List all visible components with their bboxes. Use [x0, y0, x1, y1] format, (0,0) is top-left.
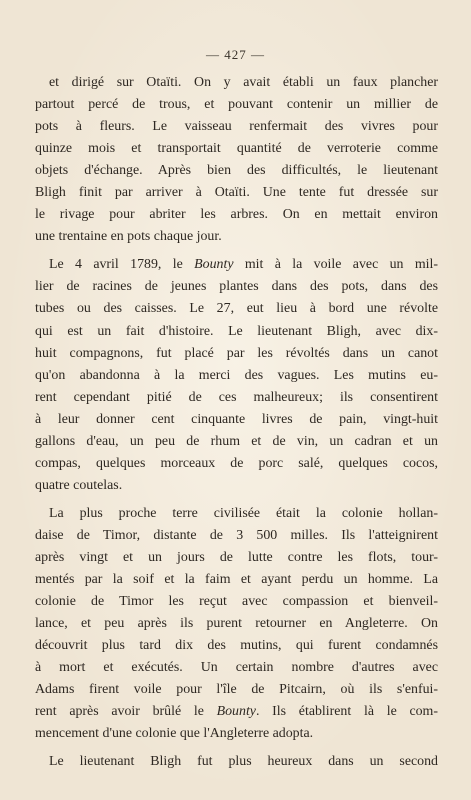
text-line: objets d'échange. Après bien des difficultés, le lieutenant — [35, 163, 438, 179]
ship-name: Bounty — [194, 257, 234, 273]
text-line: partout percé de trous, et pouvant contenir un millier de — [35, 97, 438, 113]
text-line: gallons d'eau, un peu de rhum et de vin, un cadran et un — [35, 433, 438, 449]
body-text — [35, 72, 438, 773]
text-line: à mort et exécutés. Un certain nombre d'autres avec — [35, 660, 438, 676]
text-line: Adams firent voile pour l'île de Pitcairn, où ils s'enfui- — [35, 682, 438, 698]
text-line: Le 4 avril 1789, le Bounty mit à la voile avec un mil- — [49, 257, 438, 273]
paragraph — [35, 72, 438, 254]
text-line: tubes ou des caisses. Le 27, eut lieu à bord une révolte — [35, 301, 438, 317]
text-line: Le lieutenant Bligh fut plus heureux dans un second — [49, 754, 438, 770]
text-line: colonie de Timor les reçut avec compassion et bienveil- — [35, 594, 438, 610]
paragraph — [35, 254, 438, 503]
text-line: qui est un fait d'histoire. Le lieutenant Bligh, avec dix- — [35, 323, 438, 339]
paragraph — [35, 751, 438, 773]
text-line: huit compagnons, fut placé par les révoltés dans un canot — [35, 345, 438, 361]
text-line: daise de Timor, distante de 3 500 milles. Ils l'atteignirent — [35, 527, 438, 543]
text-line: le rivage pour abriter les arbres. On en mettait environ — [35, 207, 438, 223]
text-line: découvrit plus tard dix des mutins, qui furent condamnés — [35, 638, 438, 654]
text-line: pots à fleurs. Le vaisseau renfermait des vivres pour — [35, 119, 438, 135]
page-number: — 427 — — [206, 47, 265, 62]
text-line: mencement d'une colonie que l'Angleterre adopta. — [35, 726, 314, 742]
text-line: qu'on abandonna à la merci des vagues. Les mutins eu- — [35, 367, 438, 383]
text-line: Bligh finit par arriver à Otaïti. Une tente fut dressée sur — [35, 185, 438, 201]
text-line: La plus proche terre civilisée était la colonie hollan- — [49, 505, 438, 521]
text-line: quinze mois et transportait quantité de verroterie comme — [35, 141, 438, 157]
text-line: à leur donner cent cinquante livres de pain, vingt-huit — [35, 411, 438, 427]
text-line: une trentaine en pots chaque jour. — [35, 229, 222, 245]
text-line: lier de racines de jeunes plantes dans des pots, dans des — [35, 279, 438, 295]
text-line: lance, et peu après ils purent retourner en Angleterre. On — [35, 616, 438, 632]
text-line: mentés par la soif et la faim et ayant perdu un homme. La — [35, 572, 438, 588]
paragraph — [35, 503, 438, 752]
text-line: rent après avoir brûlé le Bounty. Ils établirent là le com- — [35, 704, 438, 720]
text-line: rent cependant pitié de ces malheureux; ils consentirent — [35, 389, 438, 405]
ship-name: Bounty — [216, 704, 256, 720]
text-line: compas, quelques morceaux de porc salé, quelques cocos, — [35, 455, 438, 471]
text-line: et dirigé sur Otaïti. On y avait établi un faux plancher — [49, 75, 438, 90]
text-line: quatre coutelas. — [35, 477, 123, 493]
text-line: après vingt et un jours de lutte contre les flots, tour- — [35, 549, 438, 565]
